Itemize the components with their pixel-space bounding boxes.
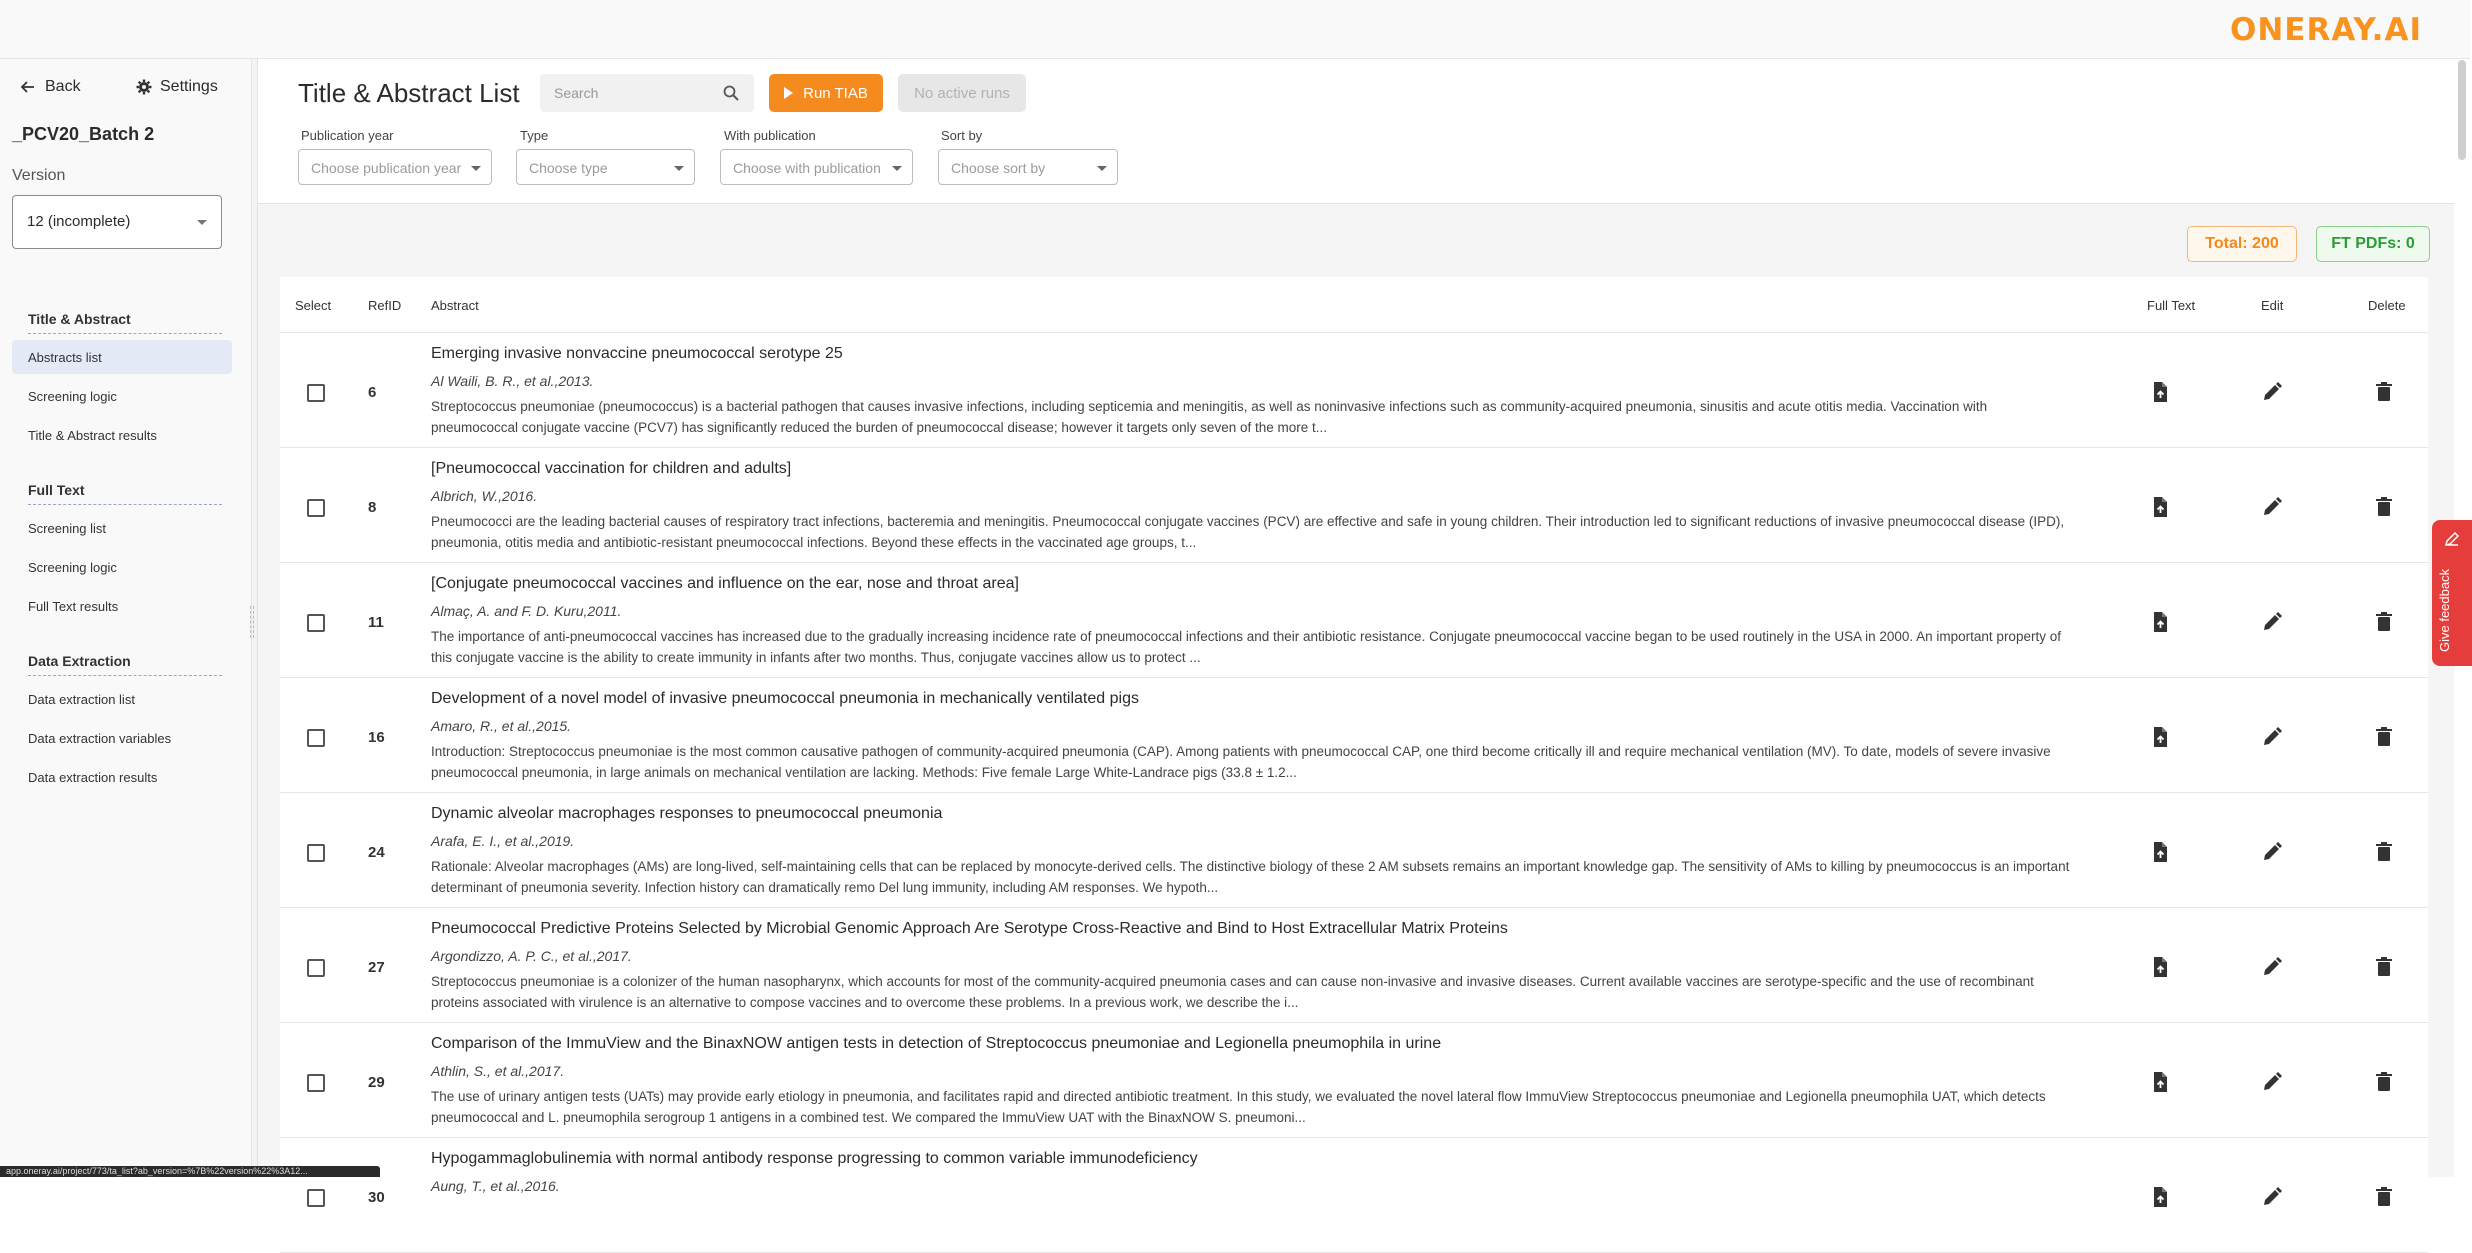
row-author: Al Waili, B. R., et al.,2013.: [431, 373, 594, 389]
nav-item-de-results[interactable]: Data extraction results: [28, 770, 158, 785]
row-author: Aung, T., et al.,2016.: [431, 1178, 560, 1194]
row-author: Arafa, E. I., et al.,2019.: [431, 833, 575, 849]
row-abstract: Streptococcus pneumoniae (pneumococcus) is a bacterial pathogen that causes invasive infections, including septicemia and meningitis, as well as noninvasive infections such as community-acquired pneumonia, sinusitis and acute otitis media. Vaccination with pneumococcal conjugate vaccine (PCV7) has significantly reduced the burden of pneumococcal disease; however it targets only seven of the more t...: [431, 399, 1988, 435]
trash-icon[interactable]: [2372, 840, 2396, 864]
caret-down-icon: [197, 220, 207, 225]
row-title: [Conjugate pneumococcal vaccines and influence on the ear, nose and throat area]: [431, 575, 1019, 592]
back-button[interactable]: [20, 78, 81, 96]
row-title: [Pneumococcal vaccination for children and adults]: [431, 460, 792, 477]
row-refid: 16: [368, 729, 385, 746]
edit-icon[interactable]: [2260, 725, 2284, 749]
row-title: Development of a novel model of invasive pneumococcal pneumonia in mechanically ventilated pigs: [431, 690, 1139, 707]
filter-with-publication-select[interactable]: [720, 149, 913, 185]
nav-item-ft-results[interactable]: Full Text results: [28, 599, 119, 614]
caret-down-icon: [674, 166, 684, 171]
row-abstract: The importance of anti-pneumococcal vaccines has increased due to the gradually increasing incidence rate of pneumococcal infections and their antibiotic resistance. Conjugate pneumococcal vaccine began to be used routinely in the USA in 2000. An important property of this conjugate vaccine is the ability to create immunity in infants after two months. Thus, conjugate vaccines allow us to protect ...: [431, 629, 2061, 665]
row-select-checkbox[interactable]: [307, 729, 325, 747]
table-row: [280, 334, 2428, 448]
nav-item-de-variables[interactable]: Data extraction variables: [28, 731, 172, 746]
row-abstract: [431, 1202, 2071, 1243]
arrow-left-icon: [20, 79, 36, 95]
row-author: Amaro, R., et al.,2015.: [431, 718, 572, 734]
upload-full-text-icon[interactable]: [2148, 495, 2172, 519]
trash-icon[interactable]: [2372, 1070, 2396, 1094]
row-refid: 6: [368, 384, 377, 401]
upload-full-text-icon[interactable]: [2148, 610, 2172, 634]
nav-item-abstracts-list[interactable]: Abstracts list: [12, 340, 232, 374]
play-icon: [784, 87, 793, 99]
settings-button[interactable]: [136, 78, 218, 96]
row-refid: 24: [368, 844, 385, 861]
caret-down-icon: [1097, 166, 1107, 171]
table-row: [280, 679, 2428, 793]
filter-type-placeholder: Choose type: [529, 160, 608, 176]
page-title: Title & Abstract List: [298, 78, 520, 108]
back-label: Back: [45, 78, 81, 95]
gear-icon: [136, 79, 152, 95]
table-row: [280, 564, 2428, 678]
upload-full-text-icon[interactable]: [2148, 380, 2172, 404]
row-title: Emerging invasive nonvaccine pneumococcal serotype 25: [431, 345, 843, 362]
row-author: Albrich, W.,2016.: [431, 488, 538, 504]
table-row: [280, 794, 2428, 908]
edit-icon[interactable]: [2260, 1185, 2284, 1209]
nav-item-ft-screening-logic[interactable]: Screening logic: [28, 560, 117, 575]
run-tiab-button[interactable]: [769, 74, 883, 112]
pencil-icon: [2443, 530, 2461, 548]
run-tiab-label: Run TIAB: [803, 84, 868, 102]
section-title-data-extraction: Data Extraction: [28, 653, 222, 676]
column-header-select: Select: [295, 298, 332, 313]
search-icon[interactable]: [722, 84, 740, 102]
sidebar-resize-handle[interactable]: [250, 606, 254, 638]
trash-icon[interactable]: [2372, 495, 2396, 519]
row-abstract: The use of urinary antigen tests (UATs) may provide early etiology in pneumonia, and facilitates rapid and directed antibiotic treatment. In this study, we evaluated the novel lateral flow ImmuView Streptococcus pneumoniae and Legionella pneumophila UAT, which detects pneumococcal and L. pneumophila serogroup 1 antigens in a combined test. We compared the ImmuView UAT with the BinaxNOW S. pneumoni...: [431, 1089, 2046, 1125]
abstracts-table: [280, 277, 2428, 1206]
edit-icon[interactable]: [2260, 1070, 2284, 1094]
row-select-checkbox[interactable]: [307, 844, 325, 862]
table-row: [280, 449, 2428, 563]
row-select-checkbox[interactable]: [307, 1189, 325, 1207]
row-abstract: Pneumococci are the leading bacterial causes of respiratory tract infections, bacteremia and meningitis. Pneumococcal conjugate vaccines (PCV) are effective and safe in young children. Their introduction led to significant reductions of invasive pneumococcal disease (IPD), pneumonia, otitis media and antibiotic-resistant pneumococcal infections. Beyond these effects in the vaccinated age groups, t...: [431, 514, 2065, 550]
filter-label-type: Type: [520, 128, 549, 143]
nav-item-ta-results[interactable]: Title & Abstract results: [28, 428, 157, 443]
filter-label-publication-year: Publication year: [301, 128, 394, 143]
edit-icon[interactable]: [2260, 380, 2284, 404]
filter-with-publication-placeholder: Choose with publication: [733, 160, 881, 176]
filter-sort-by-select[interactable]: [938, 149, 1118, 185]
row-title: Hypogammaglobulinemia with normal antibody response progressing to common variable immunodeficiency: [431, 1150, 1198, 1167]
row-select-checkbox[interactable]: [307, 614, 325, 632]
row-select-checkbox[interactable]: [307, 499, 325, 517]
row-refid: 8: [368, 499, 377, 516]
edit-icon[interactable]: [2260, 840, 2284, 864]
column-header-edit: Edit: [2261, 298, 2284, 313]
give-feedback-label: Give feedback: [2437, 568, 2452, 652]
nav-item-ta-screening-logic[interactable]: Screening logic: [28, 389, 117, 404]
row-select-checkbox[interactable]: [307, 384, 325, 402]
trash-icon[interactable]: [2372, 1185, 2396, 1209]
version-label: Version: [12, 167, 66, 184]
row-select-checkbox[interactable]: [307, 959, 325, 977]
table-row: [280, 1139, 2428, 1253]
row-author: Argondizzo, A. P. C., et al.,2017.: [431, 948, 632, 964]
edit-icon[interactable]: [2260, 955, 2284, 979]
oneray-logo[interactable]: ONERAY.AI: [2230, 12, 2422, 48]
upload-full-text-icon[interactable]: [2148, 1070, 2172, 1094]
column-header-refid: RefID: [368, 298, 402, 313]
row-abstract: Introduction: Streptococcus pneumoniae is the most common causative pathogen of community-acquired pneumonia (CAP). Among patients with pneumococcal CAP, one third become critically ill and require mechanical ventilation (MV). To date, models of severe invasive pneumococcal pneumonia, in large animals on mechanical ventilation are lacking. Methods: Five female Large White-Landrace pigs (33.8 ± 1.2...: [431, 744, 2051, 780]
row-refid: 30: [368, 1189, 385, 1206]
nav-item-ft-screening-list[interactable]: Screening list: [28, 521, 107, 536]
table-row: [280, 909, 2428, 1023]
total-badge: Total: 200: [2187, 226, 2297, 262]
edit-icon[interactable]: [2260, 610, 2284, 634]
page-scrollbar[interactable]: [2458, 60, 2466, 160]
row-abstract: Rationale: Alveolar macrophages (AMs) are long-lived, self-maintaining cells that can be replaced by monocyte-derived cells. The distinctive biology of these 2 AM subsets remains an important knowledge gap. The sensitivity of AMs to killing by pneumococcus is an important determinant of pneumonia severity. Infection history can dramatically remo Del lung immunity, including AM responses. We hypoth...: [431, 859, 2070, 895]
filter-sort-by-placeholder: Choose sort by: [951, 160, 1046, 176]
row-abstract: Streptococcus pneumoniae is a colonizer of the human nasopharynx, which accounts for most of the community-acquired pneumonia cases and can cause non-invasive and invasive diseases. Current available vaccines are serotype-specific and the use of recombinant proteins associated with virulence is an alternative to compose vaccines and to overcome these problems. In a previous work, we describe the i...: [431, 974, 2034, 1010]
trash-icon[interactable]: [2372, 380, 2396, 404]
no-active-runs-button: No active runs: [898, 74, 1026, 112]
upload-full-text-icon[interactable]: [2148, 725, 2172, 749]
status-url-bar: app.oneray.ai/project/773/ta_list?ab_version=%7B%22version%22%3A12...: [0, 1166, 380, 1177]
trash-icon[interactable]: [2372, 955, 2396, 979]
edit-icon[interactable]: [2260, 495, 2284, 519]
row-refid: 11: [368, 614, 384, 631]
column-header-abstract: Abstract: [431, 298, 479, 313]
row-title: Pneumococcal Predictive Proteins Selected by Microbial Genomic Approach Are Serotype Cross-Reactive and Bind to Host Extracellular Matrix Proteins: [431, 920, 1508, 937]
table-row: [280, 1024, 2428, 1138]
section-title-full-text: Full Text: [28, 482, 222, 505]
caret-down-icon: [471, 166, 481, 171]
version-value: 12 (incomplete): [27, 213, 131, 230]
upload-full-text-icon[interactable]: [2148, 955, 2172, 979]
column-header-delete: Delete: [2368, 298, 2406, 313]
row-refid: 29: [368, 1074, 385, 1091]
upload-full-text-icon[interactable]: [2148, 1185, 2172, 1209]
row-refid: 27: [368, 959, 385, 976]
row-select-checkbox[interactable]: [307, 1074, 325, 1092]
column-header-full-text: Full Text: [2147, 298, 2196, 313]
filter-type-select[interactable]: [516, 149, 695, 185]
project-name: _PCV20_Batch 2: [12, 124, 155, 144]
caret-down-icon: [892, 166, 902, 171]
section-title-title-abstract: Title & Abstract: [28, 311, 222, 334]
row-title: Comparison of the ImmuView and the BinaxNOW antigen tests in detection of Streptococcus pneumoniae and Legionella pneumophila in urine: [431, 1035, 1442, 1052]
filter-label-with-publication: With publication: [724, 128, 816, 143]
trash-icon[interactable]: [2372, 610, 2396, 634]
version-select[interactable]: [12, 195, 222, 249]
row-author: Athlin, S., et al.,2017.: [431, 1063, 565, 1079]
filter-publication-year-placeholder: Choose publication year: [311, 160, 462, 176]
row-author: Almaç, A. and F. D. Kuru,2011.: [431, 603, 622, 619]
table-header: [280, 277, 2428, 333]
upload-full-text-icon[interactable]: [2148, 840, 2172, 864]
nav-item-de-list[interactable]: Data extraction list: [28, 692, 135, 707]
settings-label: Settings: [160, 78, 218, 95]
row-title: Dynamic alveolar macrophages responses to pneumococcal pneumonia: [431, 805, 943, 822]
ft-pdfs-badge: FT PDFs: 0: [2316, 226, 2430, 262]
trash-icon[interactable]: [2372, 725, 2396, 749]
filter-label-sort-by: Sort by: [941, 128, 983, 143]
top-bar: [0, 0, 2470, 59]
filter-publication-year-select[interactable]: [298, 149, 492, 185]
